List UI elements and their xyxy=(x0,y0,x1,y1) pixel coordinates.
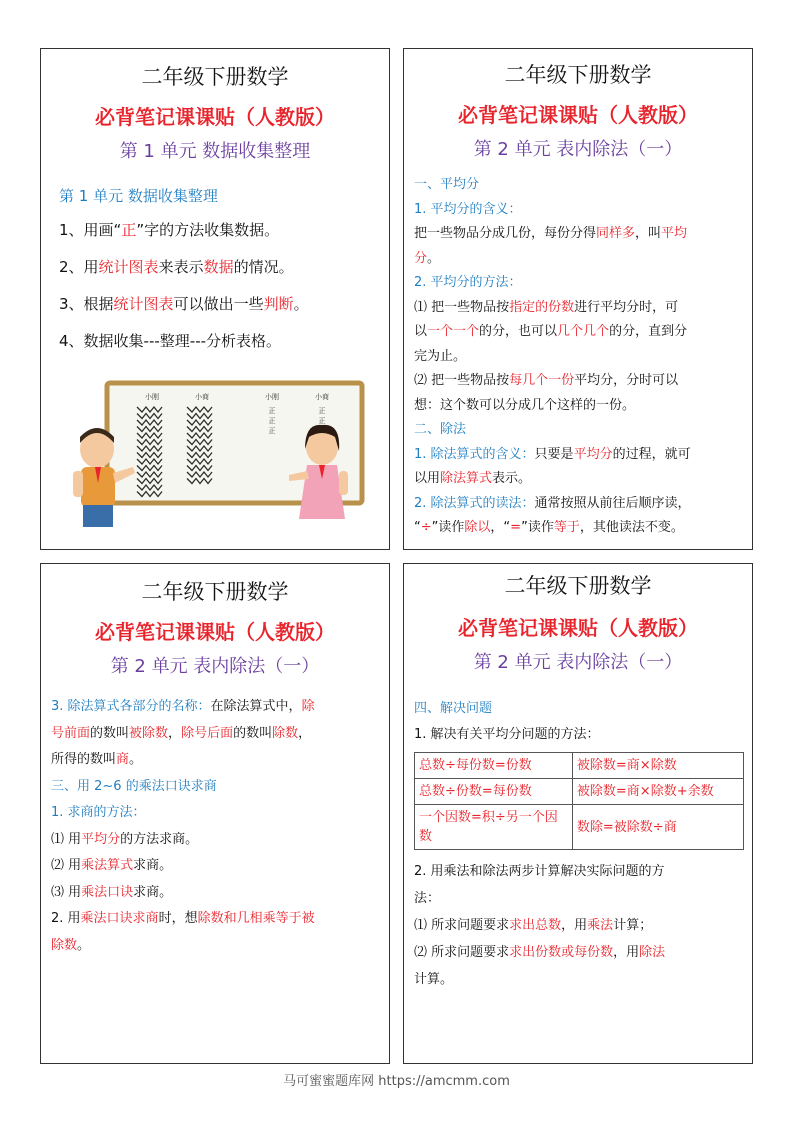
highlight-text: 平均 xyxy=(661,226,688,241)
highlight-text: 统计图表 xyxy=(98,258,159,276)
highlight-text: 被除数 xyxy=(129,725,169,741)
note-line xyxy=(414,912,744,939)
item-list xyxy=(59,220,381,351)
text: 想：这个数可以分成几个这样的一份。 xyxy=(414,397,636,413)
note-line xyxy=(414,198,744,223)
highlight-text: 号前面 xyxy=(51,725,91,741)
note-line xyxy=(51,694,381,721)
text: 以 xyxy=(414,324,428,339)
unit-title: 第 2 单元 表内除法（一） xyxy=(473,139,683,160)
note-line xyxy=(414,885,744,912)
highlight-text: 每几个一份 xyxy=(509,373,575,388)
card-unit2-part3 xyxy=(403,563,753,1064)
table-row xyxy=(415,753,744,779)
note-line xyxy=(51,800,381,827)
note-line xyxy=(414,443,744,468)
text: ，用 xyxy=(561,918,588,933)
note-line xyxy=(414,222,744,247)
note-line xyxy=(51,933,381,960)
grade-title: 二年级下册数学 xyxy=(504,574,652,598)
subheading-text: 二、除法 xyxy=(414,422,467,437)
note-line xyxy=(414,492,744,517)
text: ，其他读法不变。 xyxy=(579,520,684,535)
text: 计算。 xyxy=(414,972,454,987)
table-row xyxy=(415,805,744,850)
text: 4、数据收集---整理---分析表格。 xyxy=(59,332,282,350)
card-unit2-part1 xyxy=(403,48,753,550)
note-line xyxy=(414,966,744,993)
list-item xyxy=(59,331,381,351)
text: ⑵ 所求问题要求 xyxy=(414,945,510,960)
highlight-text: 一个一个 xyxy=(427,324,480,339)
text: 的方法求商。 xyxy=(120,831,199,847)
subtitle: 必背笔记课课贴（人教版） xyxy=(458,616,698,640)
text: 所得的数叫 xyxy=(51,752,117,767)
note-line xyxy=(51,906,381,933)
unit-title: 第 1 单元 数据收集整理 xyxy=(119,141,311,162)
board-header: 小刚 xyxy=(145,393,159,401)
table-cell: 被除数=商×除数 xyxy=(572,753,743,779)
text: 。 xyxy=(293,295,309,313)
table-cell: 总数÷份数=每份数 xyxy=(415,779,573,805)
highlight-text: 乘法口诀求商 xyxy=(80,911,159,926)
note-lines xyxy=(414,858,744,993)
note-line xyxy=(414,320,744,345)
footer-watermark: 马可蜜蜜题库网 https://amcmm.com xyxy=(283,1074,510,1089)
text: 平均分，分时可以 xyxy=(574,373,679,388)
subtitle: 必背笔记课课贴（人教版） xyxy=(458,103,698,127)
text: ”读作 xyxy=(431,520,465,535)
note-lines xyxy=(414,173,744,541)
grade-title: 二年级下册数学 xyxy=(504,63,652,87)
subheading-text: 1. 求商的方法： xyxy=(51,805,146,820)
text: ⑴ 用 xyxy=(51,831,82,847)
section-heading: 第 1 单元 数据收集整理 xyxy=(59,187,218,205)
classroom-illustration xyxy=(67,379,367,539)
board-header: 小商 xyxy=(315,393,329,401)
text: “ xyxy=(414,520,421,535)
note-line xyxy=(414,418,744,443)
tally-char: 正 xyxy=(268,427,276,435)
highlight-text: 乘法口诀 xyxy=(81,884,134,900)
tally-char: 正 xyxy=(268,417,276,425)
highlight-text: 除数和几相乘等于被 xyxy=(197,911,315,926)
highlight-text: 除数 xyxy=(272,725,299,741)
text: 求商。 xyxy=(133,884,173,900)
note-line xyxy=(414,394,744,419)
subheading-text: 三、用 2~6 的乘法口诀求商 xyxy=(51,778,217,794)
note-line xyxy=(414,247,744,272)
text: 可以做出一些 xyxy=(173,295,264,313)
text: 表示。 xyxy=(492,471,532,486)
highlight-text: 同样多 xyxy=(596,226,636,241)
card-unit2-part2 xyxy=(40,563,390,1064)
text: ，叫 xyxy=(635,226,662,241)
note-lines xyxy=(51,694,381,959)
text: ，用 xyxy=(613,945,640,960)
text: 3、根据 xyxy=(59,295,114,313)
note-line xyxy=(51,747,381,774)
tally-char: 正 xyxy=(318,407,326,415)
note-line xyxy=(51,721,381,748)
text: 求商。 xyxy=(133,858,173,873)
text: 2. 用乘法和除法两步计算解决实际问题的方 xyxy=(414,864,665,879)
list-item xyxy=(59,220,381,240)
text: 以用 xyxy=(414,471,441,486)
subheading-text: 2. 除法算式的读法： xyxy=(414,495,535,511)
text: 的数叫 xyxy=(90,725,130,741)
highlight-text: ÷ xyxy=(420,520,432,535)
table-cell: 一个因数=积÷另一个因数 xyxy=(415,805,573,850)
note-line xyxy=(51,880,381,907)
highlight-text: 乘法算式 xyxy=(81,858,134,873)
note-line xyxy=(414,467,744,492)
highlight-text: 除法 xyxy=(639,945,666,960)
text: 来表示 xyxy=(158,258,204,276)
text: ⑶ 用 xyxy=(51,884,82,900)
highlight-text: 数据 xyxy=(203,258,234,276)
subtitle: 必背笔记课课贴（人教版） xyxy=(95,620,335,644)
note-line xyxy=(414,939,744,966)
table-cell: 被除数=商×除数+余数 xyxy=(572,779,743,805)
formula-table xyxy=(414,752,744,850)
highlight-text: 除法算式 xyxy=(440,471,493,486)
text: ， xyxy=(168,725,182,741)
text: 通常按照从前往后顺序读， xyxy=(534,495,691,511)
unit-title: 第 2 单元 表内除法（一） xyxy=(473,652,683,673)
text: 时，想 xyxy=(158,911,198,926)
note-line xyxy=(51,827,381,854)
text: 的情况。 xyxy=(233,258,294,276)
highlight-text: = xyxy=(510,520,522,535)
highlight-text: 指定的份数 xyxy=(509,299,575,315)
text: 的分，也可以 xyxy=(479,324,558,339)
text: 完为止。 xyxy=(414,348,467,364)
text: 在除法算式中， xyxy=(210,699,302,714)
highlight-text: 求出份数或每份数 xyxy=(509,945,614,960)
unit-title: 第 2 单元 表内除法（一） xyxy=(110,656,320,677)
subtitle: 必背笔记课课贴（人教版） xyxy=(95,105,335,129)
text: 的分，直到分 xyxy=(609,324,688,339)
text: ，“ xyxy=(490,520,511,535)
highlight-text: 几个几个 xyxy=(557,324,610,339)
text: 。 xyxy=(427,250,441,266)
text: 计算； xyxy=(613,918,653,933)
text: ⑵ 用 xyxy=(51,858,82,873)
text: ”读作 xyxy=(521,520,554,535)
note-line xyxy=(414,369,744,394)
text: 法： xyxy=(414,891,441,906)
subheading-text: 1. 除法算式的含义： xyxy=(414,446,535,462)
text: ”字的方法收集数据。 xyxy=(136,221,280,239)
subheading-text: 2. 平均分的方法： xyxy=(414,275,522,290)
highlight-text: 除数 xyxy=(51,937,78,953)
text: 。 xyxy=(77,937,91,953)
tally-char: 正 xyxy=(318,417,326,425)
highlight-text: 判断 xyxy=(263,295,294,313)
subheading-text: 3. 除法算式各部分的名称： xyxy=(51,699,211,714)
grade-title: 二年级下册数学 xyxy=(141,580,289,604)
text: ⑵ 把一些物品按 xyxy=(414,373,510,388)
note-line xyxy=(414,516,744,541)
board-header: 小刚 xyxy=(265,393,279,401)
table-cell: 总数÷每份数=份数 xyxy=(415,753,573,779)
text: ⑴ 把一些物品按 xyxy=(414,299,510,315)
highlight-text: 平均分 xyxy=(81,831,121,847)
text: ⑴ 所求问题要求 xyxy=(414,918,510,933)
highlight-text: 除以 xyxy=(464,520,491,535)
list-item xyxy=(59,294,381,314)
text: 1、用画“ xyxy=(59,221,122,239)
highlight-text: 乘法 xyxy=(587,918,614,933)
table-row xyxy=(415,779,744,805)
highlight-text: 平均分 xyxy=(573,446,613,462)
text: 只要是 xyxy=(534,446,574,462)
text: 的数叫 xyxy=(233,725,273,741)
highlight-text: 除号后面 xyxy=(181,725,234,741)
note-line xyxy=(414,296,744,321)
text: 2. 用 xyxy=(51,911,81,926)
intro-line: 1. 解决有关平均分问题的方法： xyxy=(414,727,600,742)
note-line xyxy=(51,853,381,880)
note-line xyxy=(414,345,744,370)
tally-char: 正 xyxy=(268,407,276,415)
text: ， xyxy=(298,725,312,741)
highlight-text: 统计图表 xyxy=(113,295,174,313)
table-cell: 数除=被除数÷商 xyxy=(572,805,743,850)
card-unit1 xyxy=(40,48,390,550)
highlight-text: 求出总数 xyxy=(509,918,562,933)
highlight-text: 分 xyxy=(414,250,428,266)
list-item xyxy=(59,257,381,277)
text: 2、用 xyxy=(59,258,99,276)
text: 把一些物品分成几份，每份分得 xyxy=(414,226,597,241)
note-line xyxy=(414,173,744,198)
note-line xyxy=(51,774,381,801)
highlight-text: 等于 xyxy=(553,520,580,535)
grade-title: 二年级下册数学 xyxy=(141,65,289,89)
text: 的过程，就可 xyxy=(612,446,691,462)
board-header: 小商 xyxy=(195,393,209,401)
subheading-text: 1. 平均分的含义： xyxy=(414,201,522,217)
highlight-text: 正 xyxy=(121,221,137,239)
note-line xyxy=(414,271,744,296)
note-line xyxy=(414,858,744,885)
subheading-text: 一、平均分 xyxy=(414,177,480,192)
highlight-text: 除 xyxy=(301,699,315,714)
text: 进行平均分时，可 xyxy=(574,299,679,315)
section-heading: 四、解决问题 xyxy=(414,701,493,716)
text: 。 xyxy=(129,752,143,767)
highlight-text: 商 xyxy=(116,752,130,767)
